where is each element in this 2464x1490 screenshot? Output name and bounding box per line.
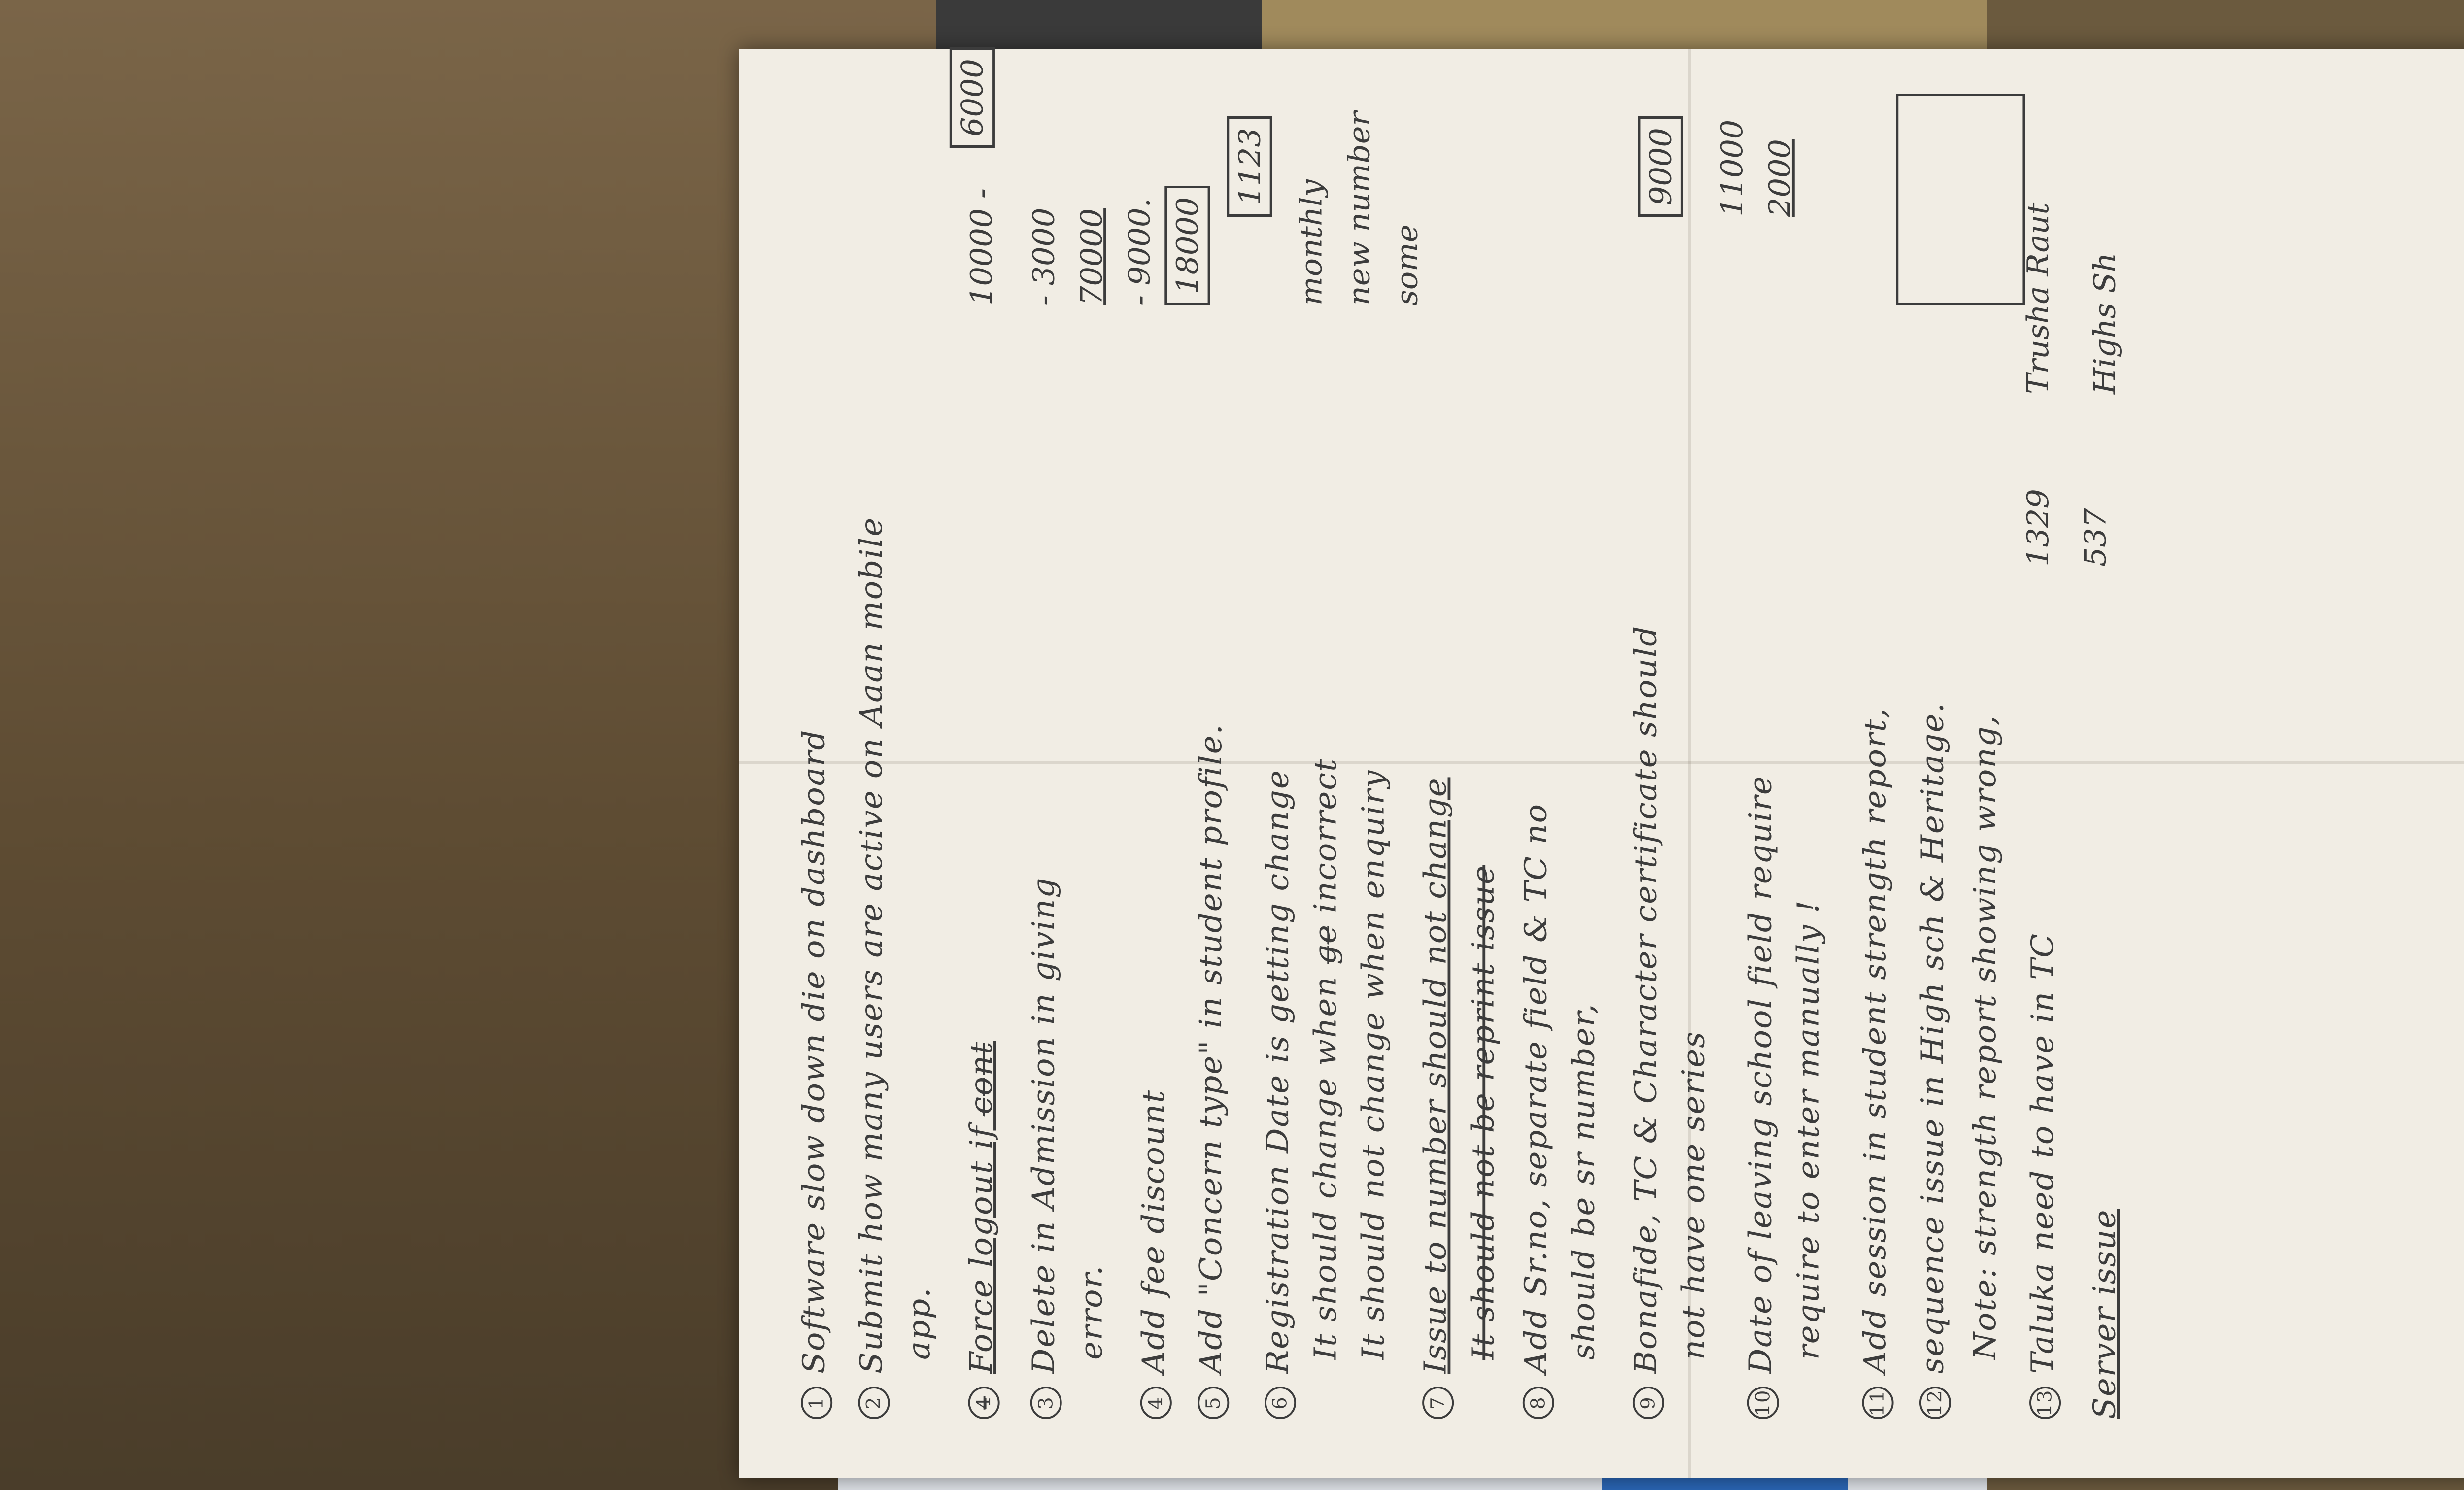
side-note-j: some (1389, 224, 1425, 305)
note-line-3: app. (901, 1287, 937, 1360)
note-line-14: 8Add Sr.no, separate field & TC no (1518, 803, 1554, 1419)
side-note-q: Highs Sh (2087, 252, 2122, 394)
item-number: 5 (1198, 1387, 1229, 1419)
side-note-l: 11000 (1714, 119, 1749, 217)
note-line-18: 10Date of leaving school field require (1743, 775, 1779, 1419)
side-note-f: 18000 (1164, 186, 1210, 305)
note-line-19: require to enter manually ! (1791, 899, 1826, 1360)
note-line-17: not have one series (1676, 1030, 1711, 1360)
item-number: 2 (858, 1387, 890, 1419)
note-line-11: It should not change when enquiry (1356, 769, 1392, 1360)
note-line-13: It should not be reprint issue (1466, 865, 1502, 1360)
side-note-g: 1123 (1227, 116, 1272, 217)
item-number: 1 (801, 1387, 832, 1419)
item-number: 4 (968, 1387, 999, 1419)
note-line-21: 12sequence issue in High sch & Heritage. (1915, 702, 1951, 1419)
note-line-7: 4Add fee discount (1136, 1089, 1171, 1419)
side-note-o: 537 (2078, 508, 2113, 567)
item-number: 3 (1030, 1387, 1061, 1419)
note-line-22: Note: strength report showing wrong, (1967, 714, 2003, 1360)
note-line-12: 7Issue to number should not change (1418, 777, 1453, 1419)
item-number: 11 (1862, 1387, 1893, 1419)
side-note-k: 9000 (1638, 116, 1683, 217)
side-note-d: 70000 (1074, 208, 1109, 305)
item-number: 10 (1747, 1387, 1779, 1419)
note-line-16: 9Bonafide, TC & Character certificate should (1628, 625, 1664, 1419)
side-note-e: - 9000. (1122, 198, 1157, 305)
note-line-2: 2Submit how many users are active on Aaan mobile (854, 517, 890, 1419)
item-number: 4 (1140, 1387, 1171, 1419)
item-number: 13 (2029, 1387, 2061, 1419)
side-note-h: monthly (1294, 179, 1329, 305)
side-note-i: new number (1341, 111, 1377, 305)
note-line-10: It should change when g̶e̶ incorrect (1308, 758, 1344, 1360)
item-number: 8 (1522, 1387, 1554, 1419)
note-line-1: 1Software slow down die on dashboard (796, 729, 832, 1420)
side-note-m: 2000 (1762, 139, 1797, 217)
item-number: 7 (1422, 1387, 1454, 1419)
item-number: 9 (1632, 1387, 1664, 1419)
item-number: 12 (1919, 1387, 1951, 1419)
note-line-4: 4Force logout if c̶o̶n̶t̶ (964, 1041, 999, 1419)
note-line-15: should be sr number, (1566, 1003, 1602, 1360)
side-note-b: 6000 (950, 47, 995, 148)
side-note-a: 10000 - (963, 188, 999, 305)
report-box-frame (1896, 94, 2025, 305)
note-line-9: 6Registration Date is getting change (1260, 769, 1296, 1419)
item-number: 6 (1265, 1387, 1296, 1419)
note-line-23: 13Taluka need to have in TC (2025, 933, 2060, 1419)
fold-line-vertical (739, 761, 2464, 764)
side-note-c: - 3000 (1026, 207, 1061, 305)
note-line-8: 5Add "Concern type" in student profile. (1194, 723, 1229, 1419)
note-line-6: error. (1074, 1264, 1109, 1360)
handwritten-note-sheet (739, 49, 2464, 1478)
note-line-20: 11Add session in student strength report, (1858, 707, 1893, 1419)
note-line-5: 3Delete in Admission in giving (1026, 877, 1061, 1419)
side-note-n: 1329 (2020, 489, 2055, 567)
side-note-p: Trusha Raut (2020, 202, 2055, 394)
note-line-24: Server issue (2087, 1209, 2123, 1419)
